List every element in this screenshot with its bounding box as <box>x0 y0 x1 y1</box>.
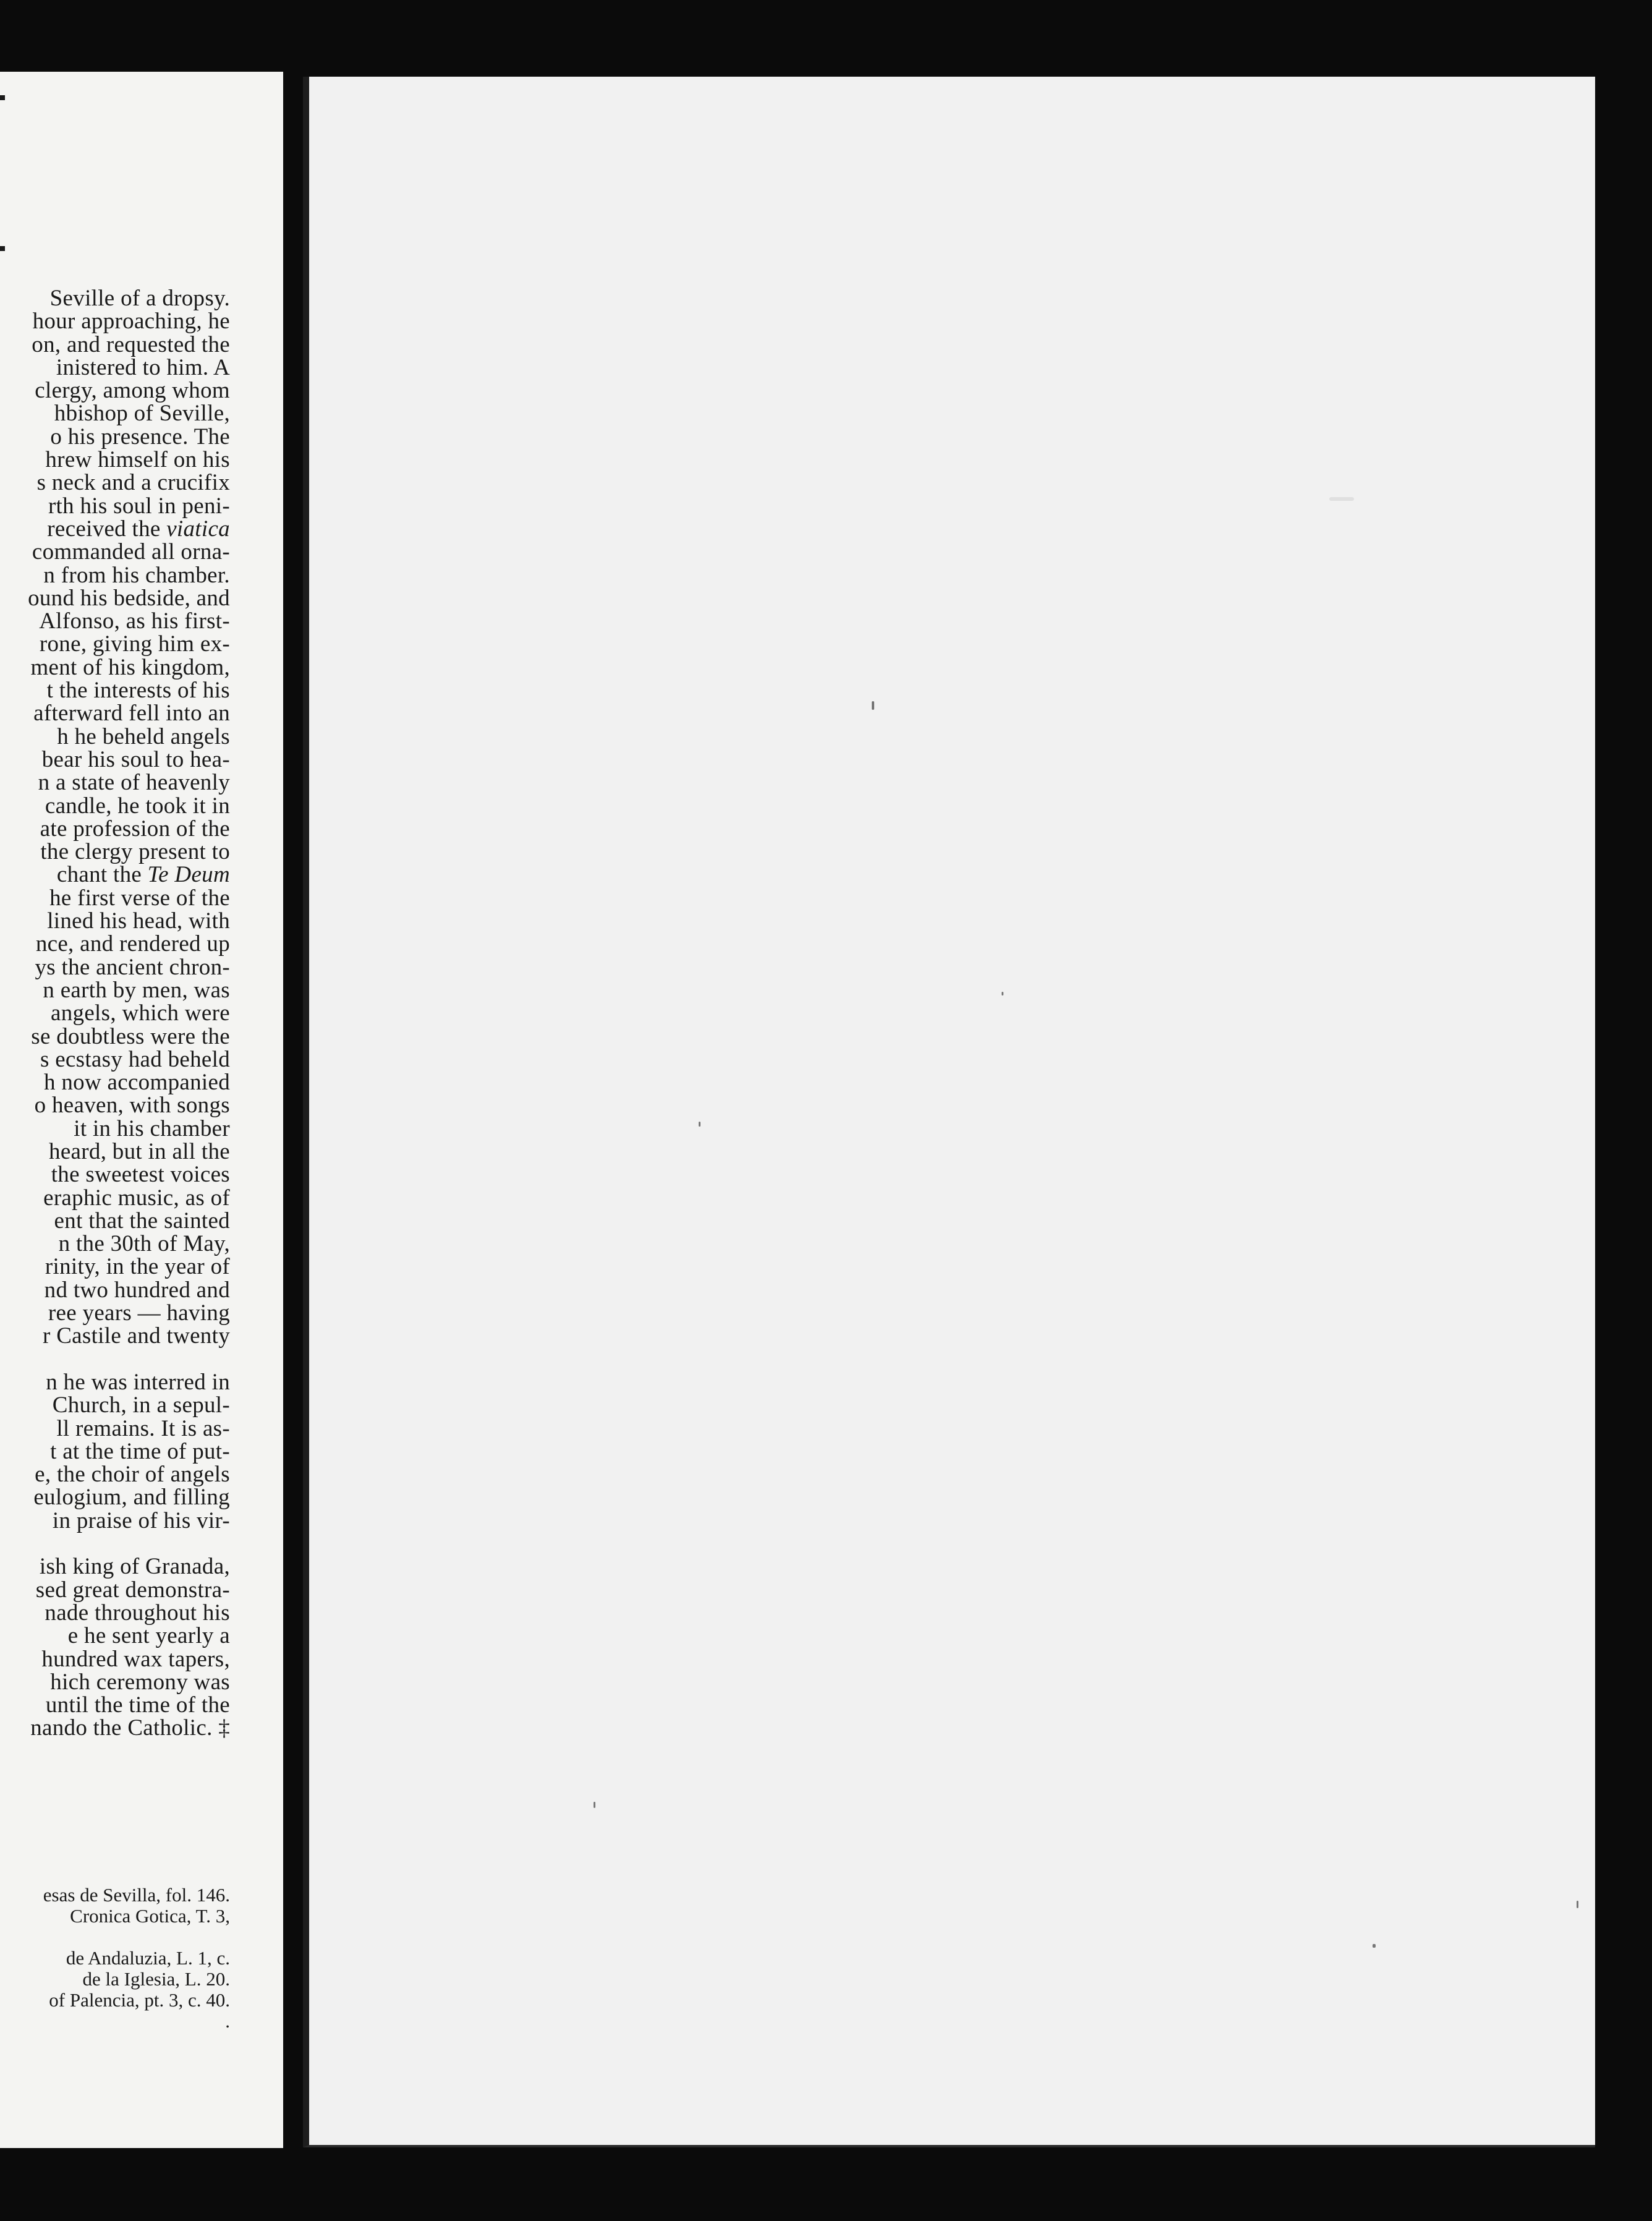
text-line: hrew himself on his <box>45 447 230 473</box>
text-line: ll remains. It is as- <box>56 1415 230 1441</box>
text-line: Alfonso, as his first- <box>39 608 230 634</box>
text-line: rone, giving him ex- <box>39 631 230 657</box>
text-line: it in his chamber <box>74 1115 230 1141</box>
text-line: eraphic music, as of <box>43 1185 230 1211</box>
text-line: o heaven, with songs <box>34 1093 230 1119</box>
text-line: nade throughout his <box>45 1600 230 1626</box>
text-line: ate profession of the <box>40 816 230 842</box>
text-line: s ecstasy had beheld <box>40 1046 230 1072</box>
paper-speck <box>1373 1944 1376 1948</box>
paragraph-gap <box>0 1927 230 1948</box>
text-line: n a state of heavenly <box>38 770 230 796</box>
text-line: ish king of Granada, <box>39 1554 230 1580</box>
text-line: in praise of his vir- <box>52 1507 230 1533</box>
text-line: e, the choir of angels <box>35 1462 230 1488</box>
text-line: ree years — having <box>48 1300 230 1326</box>
text-line: candle, he took it in <box>45 793 230 819</box>
text-line: ent that the sainted <box>54 1208 230 1234</box>
paper-speck <box>1002 992 1003 995</box>
text-line: s neck and a crucifix <box>36 470 230 496</box>
text-line: afterward fell into an <box>33 701 230 727</box>
body-text-column <box>0 287 230 1740</box>
text-line: n the 30th of May, <box>58 1231 230 1257</box>
text-line: e he sent yearly a <box>67 1623 230 1649</box>
text-line: the clergy present to <box>40 839 230 865</box>
text-line: angels, which were <box>51 1000 230 1026</box>
text-line: on, and requested the <box>32 331 230 357</box>
text-line: eulogium, and filling <box>33 1485 230 1511</box>
left-page <box>0 72 283 2148</box>
text-line: t the interests of his <box>46 678 230 704</box>
paragraph-gap <box>0 1532 230 1555</box>
paragraph-gap <box>0 1348 230 1371</box>
text-line: nce, and rendered up <box>35 931 230 957</box>
footnote-line: of Palencia, pt. 3, c. 40. <box>49 1989 230 2011</box>
text-line: lined his head, with <box>47 908 230 934</box>
text-line: commanded all orna- <box>32 539 230 565</box>
text-line: n he was interred in <box>46 1369 230 1395</box>
text-line: hich ceremony was <box>50 1669 230 1695</box>
footnote-line: de la Iglesia, L. 20. <box>82 1968 230 1990</box>
text-line: o his presence. The <box>50 424 230 450</box>
text-line: t at the time of put- <box>50 1438 230 1464</box>
footnotes <box>0 1885 230 2032</box>
text-line: nd two hundred and <box>44 1277 230 1303</box>
text-line: heard, but in all the <box>49 1138 230 1164</box>
paper-speck <box>1577 1901 1578 1908</box>
right-page-blank <box>303 77 1595 2147</box>
paper-stain <box>1329 497 1354 501</box>
text-line: ound his bedside, and <box>28 585 230 611</box>
text-line: rth his soul in peni- <box>48 493 230 519</box>
text-line: se doubtless were the <box>31 1023 230 1049</box>
text-line: clergy, among whom <box>35 378 230 404</box>
text-line: sed great demonstra- <box>35 1577 230 1603</box>
text-line: he first verse of the <box>49 885 230 911</box>
footnote-line: . <box>225 2010 230 2032</box>
text-line: ys the ancient chron- <box>35 954 230 980</box>
page-marker-dot <box>0 246 5 251</box>
text-line: h now accompanied <box>44 1070 230 1096</box>
text-line: chant the Te Deum <box>56 862 230 888</box>
footnote-line: de Andaluzia, L. 1, c. <box>66 1947 230 1969</box>
paper-speck <box>872 701 874 710</box>
text-line: inistered to him. A <box>56 354 230 380</box>
text-line: hour approaching, he <box>32 309 230 335</box>
text-line: Church, in a sepul- <box>52 1392 230 1418</box>
text-line: ment of his kingdom, <box>30 654 230 680</box>
page-marker-dot <box>0 95 5 100</box>
text-line: rinity, in the year of <box>45 1254 230 1280</box>
text-line: the sweetest voices <box>51 1162 230 1188</box>
footnote-line: Cronica Gotica, T. 3, <box>70 1905 230 1927</box>
text-line: until the time of the <box>45 1692 230 1718</box>
text-line: nando the Catholic. ‡ <box>30 1715 230 1741</box>
text-line: r Castile and twenty <box>43 1323 230 1349</box>
footnote-line: esas de Sevilla, fol. 146. <box>43 1884 230 1906</box>
text-line: Seville of a dropsy. <box>49 286 230 311</box>
paper-speck <box>699 1122 700 1127</box>
text-line: h he beheld angels <box>57 723 230 749</box>
text-line: bear his soul to hea- <box>41 746 230 772</box>
text-line: n from his chamber. <box>43 562 230 588</box>
paper-speck <box>594 1802 595 1808</box>
text-line: hundred wax tapers, <box>41 1646 230 1672</box>
text-line: hbishop of Seville, <box>54 401 230 427</box>
text-line: received the viatica <box>47 516 230 542</box>
text-line: n earth by men, was <box>43 977 230 1003</box>
